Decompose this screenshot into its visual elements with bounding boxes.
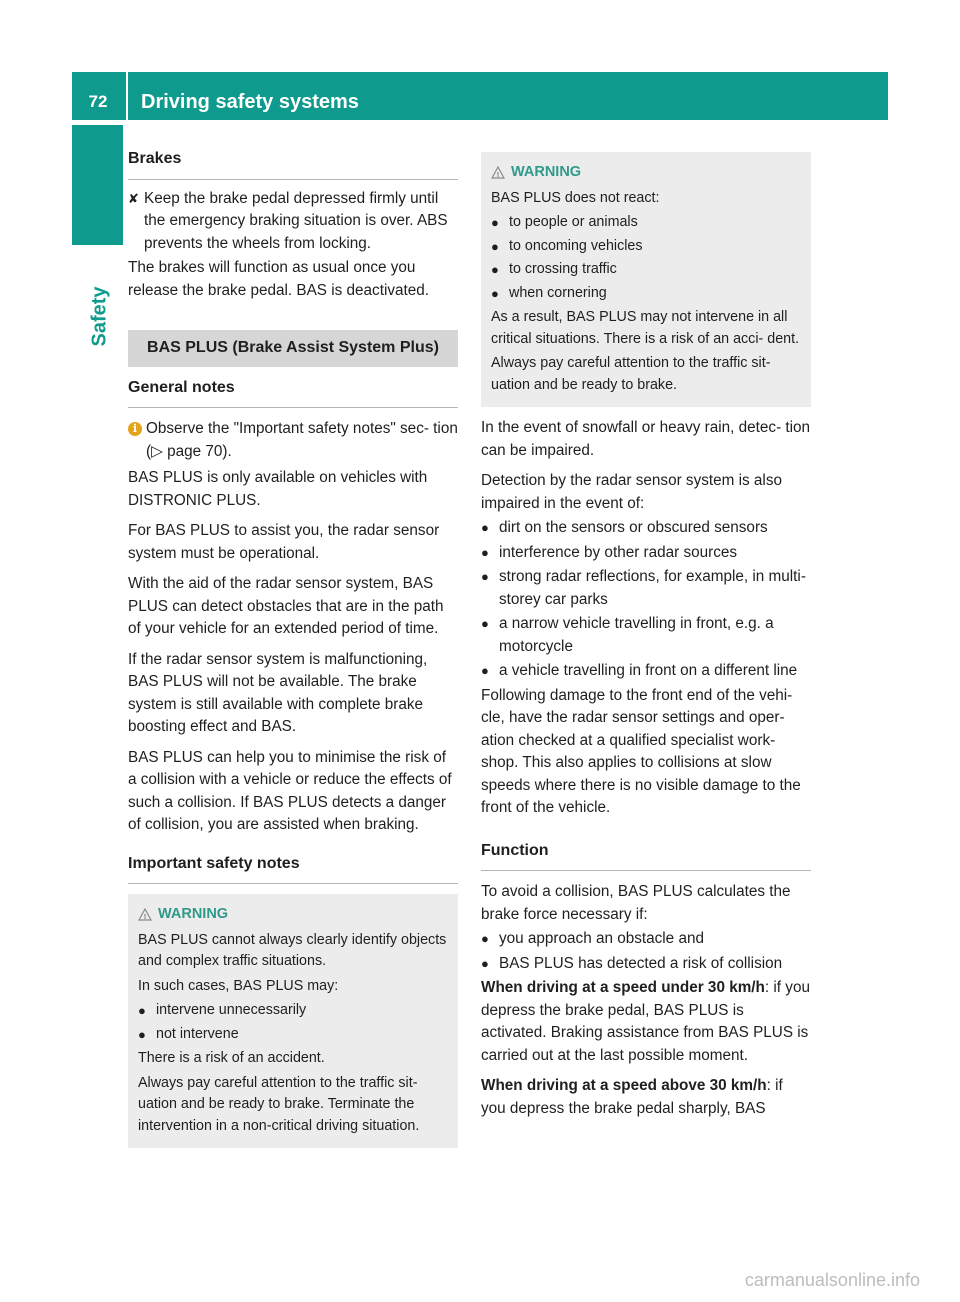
function-heading: Function	[481, 840, 811, 872]
list-item: ● when cornering	[491, 284, 607, 301]
warning-text: BAS PLUS does not react:	[491, 189, 660, 206]
list-item: ● dirt on the sensors or obscured sensors	[481, 519, 768, 536]
warning-text: There is a risk of an accident.	[138, 1050, 325, 1066]
general-paragraph-4: If the radar sensor system is malfunctioning, BAS PLUS will not be available. The brake system is still available with complete brake boosting effect and BAS.	[128, 650, 428, 735]
svg-text:!: !	[143, 913, 147, 922]
brakes-step	[128, 188, 458, 256]
brakes-paragraph: The brakes will function as usual once you release the brake pedal. BAS is deactivated.	[128, 259, 430, 299]
list-item: ● BAS PLUS has detected a risk of collision	[481, 954, 783, 972]
list-item: ● strong radar reflections, for example, in multi-storey car parks	[481, 568, 806, 608]
general-notes-heading: General notes	[128, 377, 458, 409]
general-paragraph-2: For BAS PLUS to assist you, the radar sensor system must be operational.	[128, 522, 440, 562]
side-section-label: Safety	[88, 286, 111, 347]
paragraph: In the event of snowfall or heavy rain, detec- tion can be impaired.	[481, 419, 811, 459]
svg-text:!: !	[496, 171, 500, 180]
right-column	[481, 152, 811, 1122]
header-divider	[126, 72, 128, 120]
page-number: 72	[88, 92, 108, 111]
warning-header	[138, 904, 448, 926]
page-title: Driving safety systems	[141, 91, 359, 113]
warning-label: WARNING	[511, 164, 582, 180]
list-item: ● to crossing traffic	[491, 261, 617, 277]
general-paragraph-5: BAS PLUS can help you to minimise the risk of a collision with a vehicle or reduce the effects of such a collision. If BAS PLUS detects a danger of collision, you are assisted when braking.	[128, 748, 452, 833]
list-item: ● to people or animals	[491, 214, 638, 230]
list-item: ● interference by other radar sources	[481, 543, 738, 561]
section-band-bas-plus: BAS PLUS (Brake Assist System Plus)	[128, 330, 458, 367]
info-icon: i	[128, 422, 142, 436]
list-item: ● not intervene	[138, 1025, 239, 1042]
warning-text: In such cases, BAS PLUS may:	[138, 977, 339, 994]
general-paragraph-3: With the aid of the radar sensor system, BAS PLUS can detect obstacles that are in the path of your vehicle for an extended period of time.	[128, 575, 444, 637]
function-paragraph: When driving at a speed under 30 km/h: if you depress the brake pedal, BAS PLUS is activated. Braking assistance from BAS PLUS is carried out at the last possible moment.	[481, 979, 810, 1064]
list-item: ● you approach an obstacle and	[481, 930, 704, 947]
paragraph: Following damage to the front end of the vehi- cle, have the radar sensor settings and oper- ation checked at a qualified specialist work- shop. This also applies to collisions at slow speeds where there is no visible damage to the front of the vehicle.	[481, 686, 801, 816]
warning-text: Always pay careful attention to the traffic sit- uation and be ready to brake.	[491, 355, 771, 393]
brakes-heading: Brakes	[128, 148, 458, 180]
info-note	[128, 418, 458, 463]
side-tab-block	[72, 125, 123, 245]
warning-text: BAS PLUS cannot always clearly identify objects and complex traffic situations.	[138, 931, 447, 969]
warning-icon	[138, 908, 152, 921]
function-paragraph: To avoid a collision, BAS PLUS calculates the brake force necessary if:	[481, 883, 791, 923]
function-paragraph: When driving at a speed above 30 km/h: if you depress the brake pedal sharply, BAS	[481, 1077, 783, 1117]
paragraph: Detection by the radar sensor system is also impaired in the event of:	[481, 472, 782, 512]
action-arrow-icon: ✘	[128, 190, 139, 206]
list-item: ● a vehicle travelling in front on a different line	[481, 662, 798, 679]
left-column	[128, 148, 458, 1148]
brakes-step-text: Keep the brake pedal depressed firmly until the emergency braking situation is over. ABS prevents the wheels from locking.	[144, 189, 448, 252]
warning-header	[491, 162, 801, 184]
warning-box-1	[128, 894, 458, 1148]
warning-text: As a result, BAS PLUS may not intervene in all critical situations. There is a risk of an acci- dent.	[491, 309, 800, 347]
info-note-text: Observe the "Important safety notes" sec- tion (▷ page 70).	[146, 420, 458, 460]
warning-text: Always pay careful attention to the traffic sit- uation and be ready to brake. Terminate the intervention in a non-critical driving situation.	[138, 1074, 420, 1134]
warning-icon	[491, 166, 505, 179]
watermark: carmanualsonline.info	[744, 1270, 920, 1290]
list-item: ● intervene unnecessarily	[138, 1002, 307, 1018]
list-item: ● a narrow vehicle travelling in front, e.g. a motorcycle	[481, 615, 774, 655]
warning-box-2	[481, 152, 811, 407]
general-paragraph-1: BAS PLUS is only available on vehicles with DISTRONIC PLUS.	[128, 469, 428, 509]
warning-label: WARNING	[158, 906, 229, 922]
list-item: ● to oncoming vehicles	[491, 237, 643, 254]
important-safety-heading: Important safety notes	[128, 853, 458, 885]
